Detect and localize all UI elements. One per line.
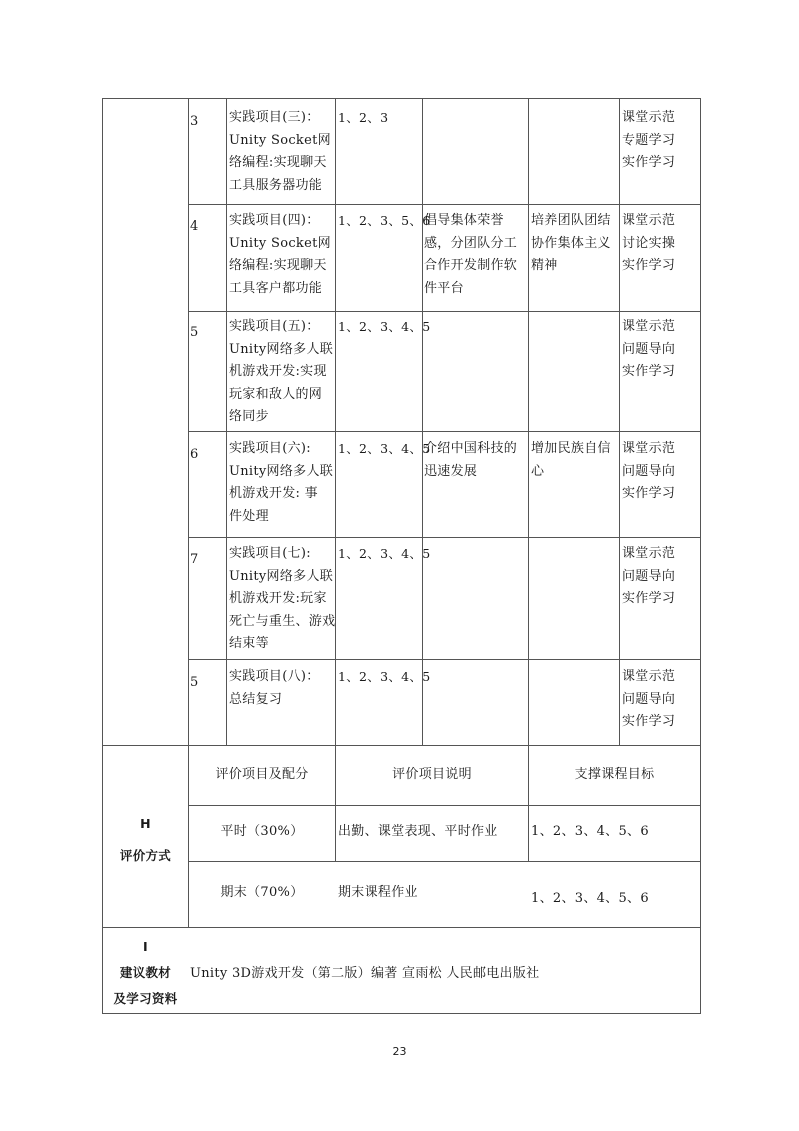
row-number: 6 — [190, 447, 199, 462]
project-title: 实践项目(七): Unity网络多人联 机游戏开发:玩家 死亡与重生、游戏 结束等 — [229, 546, 336, 651]
row-number: 5 — [190, 325, 199, 340]
evaluation-item: 期末（70%） — [220, 885, 304, 900]
evaluation-header-goals: 支撑课程目标 — [574, 767, 655, 782]
row-number: 3 — [190, 114, 199, 129]
evaluation-label: H 评价方式 — [119, 816, 172, 863]
row-number: 5 — [190, 675, 199, 690]
supported-goals: 1、2、3、4、5 — [338, 319, 431, 334]
evaluation-goals: 1、2、3、4、5、6 — [531, 891, 649, 906]
teaching-methods: 课堂示范 问题导向 实作学习 — [622, 669, 676, 729]
project-title: 实践项目(六): Unity网络多人联 机游戏开发: 事 件处理 — [229, 441, 334, 524]
textbook-content: Unity 3D游戏开发（第二版）编著 宣雨松 人民邮电出版社 — [190, 966, 540, 981]
row-number: 7 — [190, 552, 199, 567]
ideological-element: 倡导集体荣誉 感，分团队分工 合作开发制作软 件平台 — [424, 213, 518, 296]
page-number: 23 — [392, 1045, 407, 1058]
evaluation-goals: 1、2、3、4、5、6 — [531, 824, 649, 839]
evaluation-header-item: 评价项目及配分 — [215, 767, 309, 782]
row-number: 4 — [190, 219, 199, 234]
supported-goals: 1、2、3、4、5 — [338, 441, 431, 456]
teaching-methods: 课堂示范 问题导向 实作学习 — [622, 441, 676, 501]
supported-goals: 1、2、3、5、6 — [338, 213, 431, 228]
project-title: 实践项目(五)： Unity网络多人联 机游戏开发:实现 玩家和敌人的网 络同步 — [229, 319, 334, 424]
ideological-target: 培养团队团结 协作集体主义 精神 — [531, 213, 611, 273]
supported-goals: 1、2、3、4、5 — [338, 546, 431, 561]
teaching-methods: 课堂示范 问题导向 实作学习 — [622, 546, 676, 606]
teaching-methods: 课堂示范 问题导向 实作学习 — [622, 319, 676, 379]
teaching-methods: 课堂示范 讨论实操 实作学习 — [622, 213, 676, 273]
evaluation-header-desc: 评价项目说明 — [392, 767, 472, 782]
project-title: 实践项目(八)： 总结复习 — [229, 669, 320, 707]
evaluation-desc: 出勤、课堂表现、平时作业 — [338, 824, 498, 839]
project-title: 实践项目(三)： Unity Socket网 络编程:实现聊天 工具服务器功能 — [229, 110, 331, 193]
ideological-target: 增加民族自信 心 — [531, 441, 611, 479]
ideological-element: 介绍中国科技的 迅速发展 — [424, 441, 518, 479]
supported-goals: 1、2、3、4、5 — [338, 669, 431, 684]
supported-goals: 1、2、3 — [338, 110, 389, 125]
teaching-methods: 课堂示范 专题学习 实作学习 — [622, 110, 676, 170]
evaluation-desc: 期末课程作业 — [338, 885, 418, 900]
textbook-label: I 建议教材 及学习资料 — [113, 939, 178, 1006]
project-title: 实践项目(四)： Unity Socket网 络编程:实现聊天 工具客户都功能 — [229, 213, 331, 296]
evaluation-item: 平时（30%） — [220, 824, 304, 839]
